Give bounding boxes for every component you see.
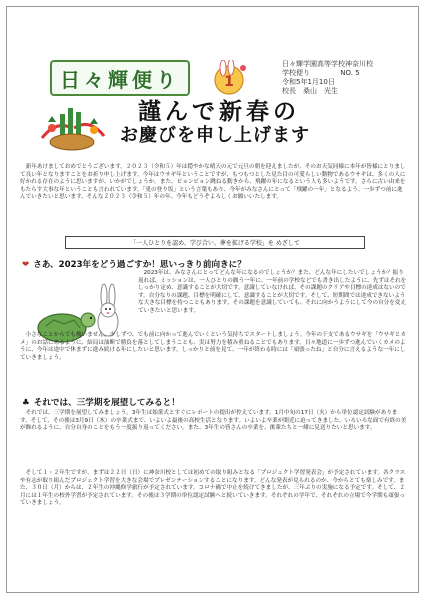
school-name: 日々輝学園高等学校神奈川校 [282,60,373,68]
new-year-greeting [120,100,410,160]
section-2-title: それでは、三学期を展望してみると！ [33,398,180,408]
rabbit-zodiac-icon [205,60,251,96]
section-1-paragraph-2: 小さなことからでも構いません。少しずつ、でも前に向かって進んでいくという気持ちでスタートしましょう。今年の干支であるウサギを「ウサギとカメ」のお話にあるように、結局は油断で勝負を落としてしまうことも、実は努力を積み重ねることでもあります。日々地道に一歩ずつ進んでいくカメのように、今年は途中で休まずに進み続ける年にしたいと思います。しっかりと前を見て、一年が終わる時には「頑張ったね」と自分に言えるような一年にしていきましょう。 [20,332,406,361]
kadomatsu-icon [38,98,108,154]
issue-date: 令和5年1月10日 [282,78,335,86]
school-motto: 「一人ひとりを認め、学び合い、夢を拡げる学校」を めざして [65,236,365,249]
intro-paragraph: 新年あけましておめでとうございます。２０２３（令和５）年は穏やかな晴天の元で元旦の朝を迎えましたが、そのお天気同様に本年が皆様にとりまして良い年となりますことをお祈り申し上げます。今年はウサギ年ということですが、もつもつとした見た目の可愛らしい動物であるウサギは、多くの人に好かれる存在のように思いますが、いかがでしょうか。また、ピョンピョン跳ねる動きから、飛躍の年になるという人も多いようです。さらに古い由来をもたらす大事な年ということも言われています。「兎の登り坂」という言葉もあり、今年がみなさんにとって「飛躍の一年」となるよう、一歩ずつ前に進んでいきたいと思います。そんな２０２３（令和５）年の年、今年もどうぞよろしくお願いいたします。 [20,164,406,201]
section-1-paragraph-1: 2023年は、みなさんにとってどんな年になるのでしょうか？また、どんな年にしたいでしょうか？振り返れば、ミッションは、一人ひとりの願う一年に、一年前の学校などでも書き出したように、先ずはそれをしっかり定め、意識することが大切です。意識していなければ、その課題のクリアや目標の達成はないのです。自分なりの課題、目標を明確にして、意識することが大切です。そして、短期間では達成できないような大きな目標を持つこともあります。その課題を意識していても、それに向かうようにして今の自分を変えていきたいと思います。 [138,270,407,314]
principal-name: 校長 桑山 光生 [282,87,338,95]
heart-icon: ❤ [22,260,30,270]
issue-number-line [282,69,407,78]
club-icon: ♣ [22,398,30,408]
svg-text:1: 1 [224,74,234,90]
section-1-heading [22,258,246,270]
section-1-title: さあ、2023年をどう過ごすか！思いっきり前向きに？ [33,260,246,270]
greeting-line-2: お慶びを申し上げます [120,125,310,146]
newsletter-title: 日々輝便り [50,60,190,96]
issue-label: 学校便り [282,69,310,77]
greeting-line-1: 謹んで新春の [138,98,300,125]
section-2-paragraph-2: そして１・２年生ですが、まずは２２日（日）に神奈川校としては初めての取り組みとなる「プロジェクト学習発表会」が予定されています。各クラスや有志が取り組んだプロジェクト学習を大きな会場でプレゼンテーションすることになります。どんな発表が見られるのか、今からとても楽しみです。また、３０日（月）からは、２年生の沖縄修学旅行が予定されています。コロナ禍で中止を続けてきましたが、三年ぶりの実施になる予定です。そして、２月には１年生の校外学習が予定されています。その後は３学期の単位認定試験へと続いていきます。それぞれの学年で、それぞれの立場で今学期も頑張っていきましょう。 [20,470,406,507]
section-2-paragraph-1: それでは、三学期を展望してみましょう。3年生は始業式とすぐにレポートの提出が控えています。1月中旬の17日（火）から単位認定試験があります。そして、その後は3月9日（木）の卒業式まで、いよいよ最後の高校生活となります。いよいよ卒業が間近に迫ってきました。いろいろな面で有終の美が飾れるように、自分自身のことをもう一度振り返ってください。また、3年生の皆さんの卒業を、後輩たちと一緒に見送りたいと思います。 [20,410,407,432]
issue-info [282,60,407,96]
issue-number: NO. 5 [340,69,360,77]
section-2-heading [22,396,180,408]
